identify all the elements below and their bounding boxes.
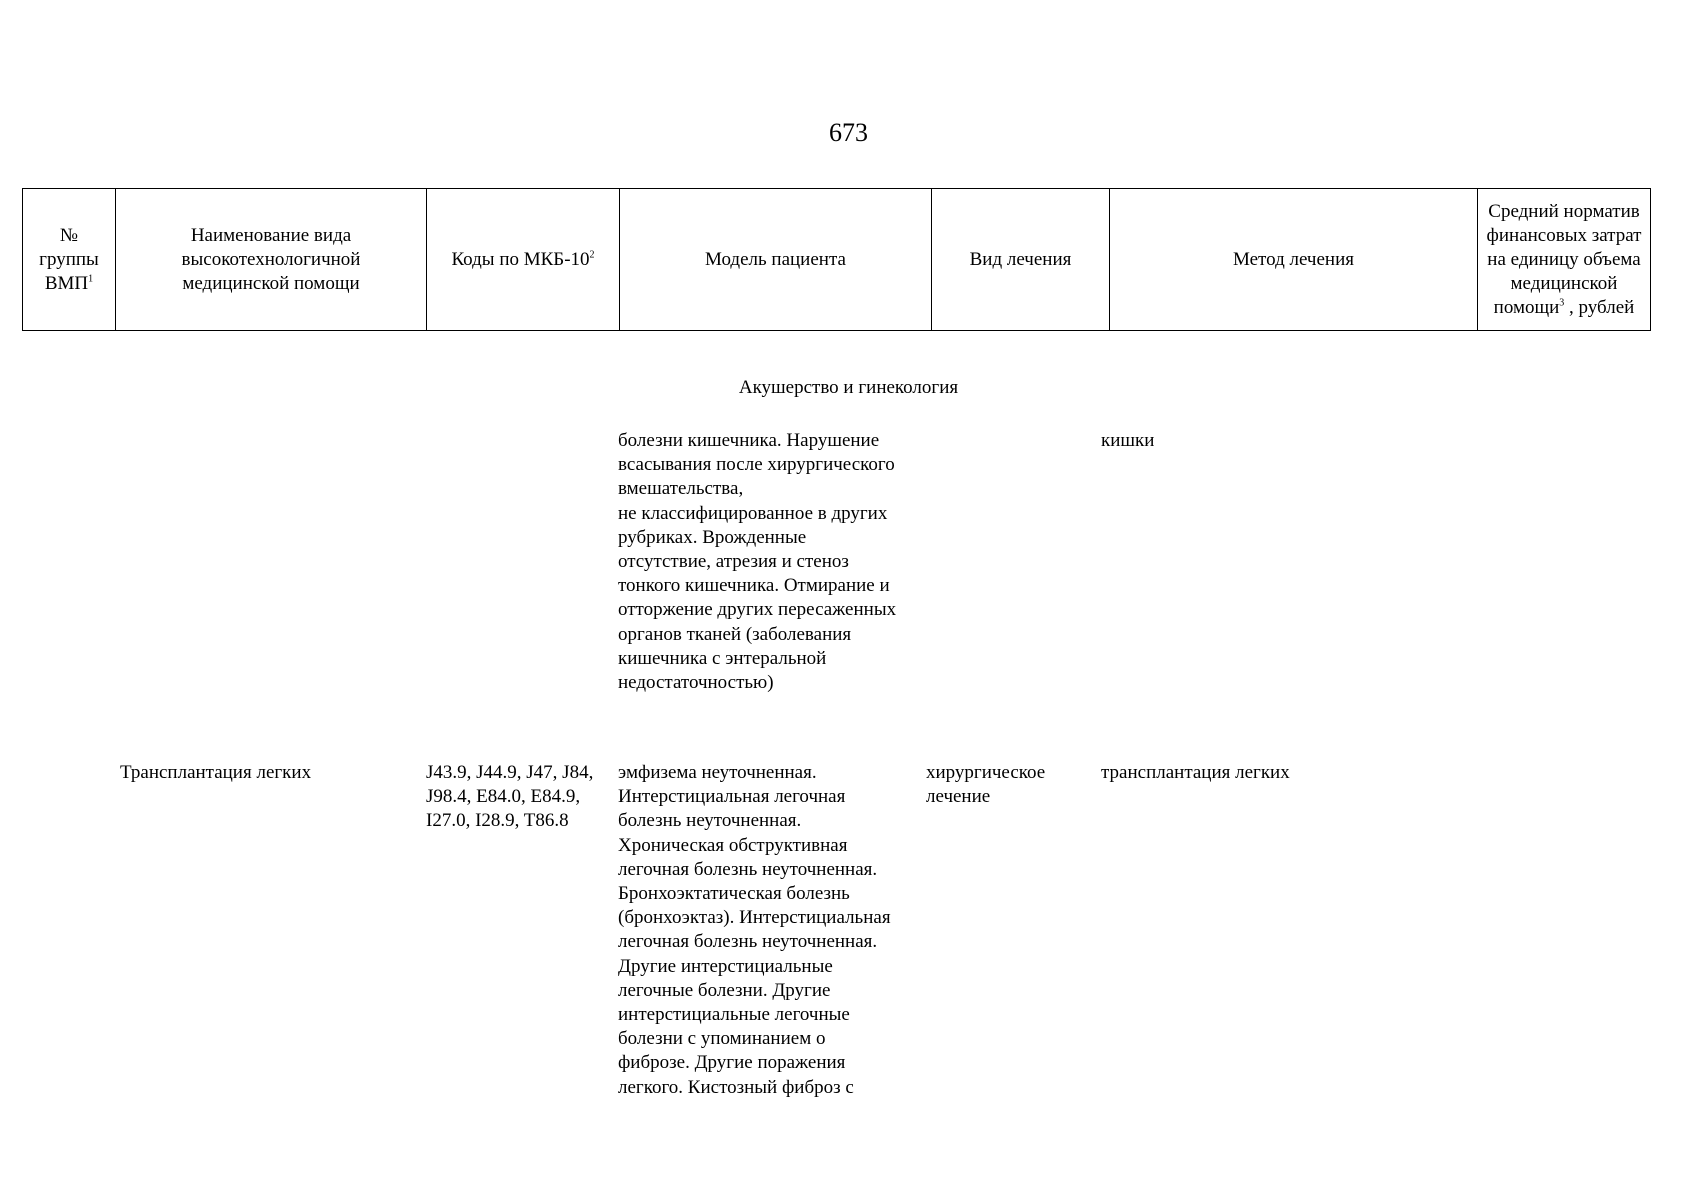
header-group-number-line1: № (59, 224, 79, 246)
row-icd-codes: J43.9, J44.9, J47, J84, J98.4, E84.0, E84.9, I27.0, I28.9, T86.8 (426, 762, 594, 832)
section-title: Акушерство и гинекология (738, 377, 959, 398)
page-number: 673 (829, 118, 868, 147)
header-average-cost (1478, 189, 1651, 331)
header-group-number (23, 189, 116, 331)
header-treatment-type: Вид лечения (932, 189, 1110, 331)
header-group-number-line2: группы (39, 248, 99, 270)
header-patient-model: Модель пациента (620, 189, 932, 331)
row-care-type-name: Трансплантация легких (120, 762, 312, 783)
header-group-number-line3: ВМП (44, 272, 89, 294)
footnote-marker-1: 1 (88, 273, 94, 285)
header-average-cost-suffix: , рублей (1564, 296, 1635, 318)
row-treatment-method: трансплантация легких (1101, 762, 1290, 783)
header-icd-codes-label: Коды по МКБ-10 (451, 248, 590, 270)
footnote-marker-2: 2 (589, 249, 595, 261)
table-header (22, 188, 1651, 331)
row-patient-model: болезни кишечника. Нарушение всасывания после хирургического вмешательства, не классифицированное в других рубриках. Врожденные отсутствие, атрезия и стеноз тонкого кишечника. Отмирание и отторжение других пересаженных органов тканей (заболевания кишечника с энтеральной недостаточностью) (618, 430, 897, 694)
header-average-cost-label: Средний норматив финансовых затрат на единицу объема медицинской помощи (1486, 200, 1642, 318)
header-care-type-name: Наименование вида высокотехнологичной медицинской помощи (116, 189, 427, 331)
row-patient-model: эмфизема неуточненная. Интерстициальная легочная болезнь неуточненная. Хроническая обструктивная легочная болезнь неуточненная. Бронхоэктатическая болезнь (бронхоэктаз). Интерстициальная легочная болезнь неуточненная. Другие интерстициальные легочные болезни. Другие интерстициальные легочные болезни с упоминанием о фиброзе. Другие поражения легкого. Кистозный фиброз с (618, 762, 891, 1098)
header-treatment-method: Метод лечения (1110, 189, 1478, 331)
footnote-marker-3: 3 (1559, 297, 1565, 309)
row-treatment-method: кишки (1101, 430, 1155, 451)
row-treatment-type: хирургическое лечение (926, 762, 1046, 808)
header-icd-codes (427, 189, 620, 331)
